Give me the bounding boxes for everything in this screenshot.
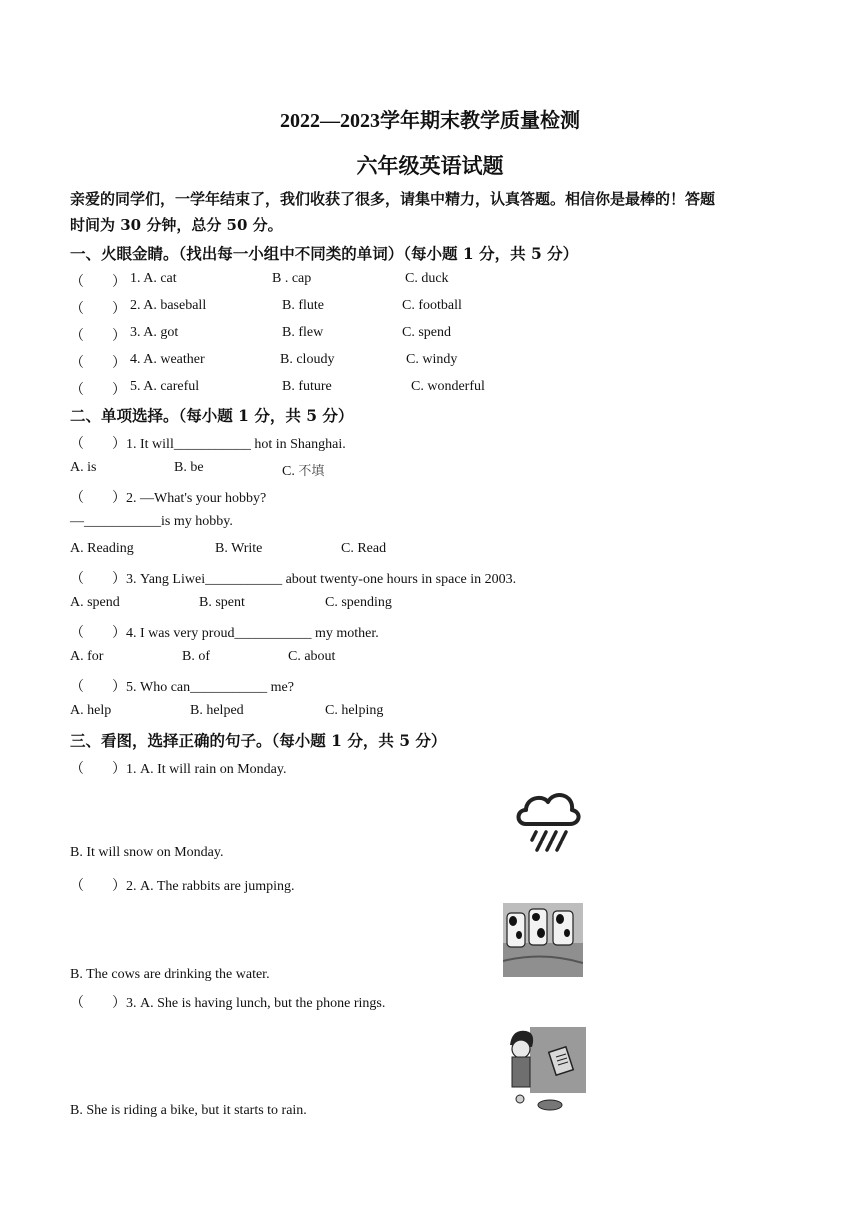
s2-q4-option-c: C. about: [288, 649, 336, 664]
s1-q3-bracket: （ ）: [70, 329, 126, 344]
s1-q4-option-a: 4. A. weather: [130, 352, 205, 367]
s2-q2-option-b: B. Write: [215, 541, 263, 556]
s3-q3-option-a: （ ）3. A. She is having lunch, but the phone rings.: [70, 996, 386, 1011]
s2-q3-stem: （ ）3. Yang Liwei___________ about twenty-one hours in space in 2003.: [70, 572, 517, 587]
s2-q3-option-a: A. spend: [70, 595, 120, 610]
intro-line-1: 亲爱的同学们，一学年结束了，我们收获了很多，请集中精力，认真答题。相信你是最棒的！答题: [70, 190, 716, 208]
s3-q3-option-b: B. She is riding a bike, but it starts to rain.: [70, 1103, 307, 1118]
cows-drinking-picture: [503, 903, 583, 977]
s1-q2-bracket: （ ）: [70, 302, 126, 317]
s1-q5-bracket: （ ）: [70, 383, 126, 398]
s1-q1-bracket: （ ）: [70, 275, 126, 290]
s1-q4-option-b: B. cloudy: [280, 352, 335, 367]
s2-q2-stem: （ ）2. —What's your hobby?: [70, 491, 267, 506]
s1-q4-bracket: （ ）: [70, 356, 126, 371]
s2-q2-option-c: C. Read: [341, 541, 387, 556]
s2-q1-option-c: [282, 460, 324, 480]
s3-q1-option-b: B. It will snow on Monday.: [70, 845, 224, 860]
s1-q1-option-c: C. duck: [405, 271, 449, 286]
s2-q2-answer-line: —___________is my hobby.: [70, 514, 233, 529]
s2-q1-option-c-text: 不填: [298, 464, 325, 479]
s2-q5-option-a: A. help: [70, 703, 112, 718]
s1-q5-option-c: C. wonderful: [411, 379, 485, 394]
s1-q2-option-a: 2. A. baseball: [130, 298, 207, 313]
exam-subtitle: 六年级英语试题: [356, 153, 504, 178]
s1-q3-option-c: C. spend: [402, 325, 451, 340]
s1-q1-option-a: 1. A. cat: [130, 271, 177, 286]
section-2-heading: 二、单项选择。（每小题 1 分，共 5 分）: [70, 406, 354, 425]
section-3-heading: 三、看图，选择正确的句子。（每小题 1 分，共 5 分）: [70, 731, 447, 750]
girl-phone-picture: [506, 1025, 588, 1115]
s1-q1-option-b: B . cap: [272, 271, 312, 286]
s1-q2-option-c: C. football: [402, 298, 462, 313]
s1-q5-option-b: B. future: [282, 379, 332, 394]
s3-q2-option-a: （ ）2. A. The rabbits are jumping.: [70, 879, 295, 894]
s2-q3-option-b: B. spent: [199, 595, 245, 610]
s2-q1-option-c-label: C.: [282, 464, 295, 479]
s2-q5-stem: （ ）5. Who can___________ me?: [70, 680, 294, 695]
s2-q1-option-b: B. be: [174, 460, 204, 475]
intro-line-2: 时间为 30 分钟，总分 50 分。: [70, 216, 283, 234]
s2-q4-option-b: B. of: [182, 649, 210, 664]
s2-q1-option-a: A. is: [70, 460, 97, 475]
s1-q3-option-b: B. flew: [282, 325, 324, 340]
s1-q4-option-c: C. windy: [406, 352, 458, 367]
s2-q4-stem: （ ）4. I was very proud___________ my mother.: [70, 626, 379, 641]
s2-q4-option-a: A. for: [70, 649, 104, 664]
exam-title: 2022—2023学年期末教学质量检测: [280, 110, 580, 132]
s3-q1-option-a: （ ）1. A. It will rain on Monday.: [70, 762, 287, 777]
s2-q3-option-c: C. spending: [325, 595, 392, 610]
s2-q5-option-c: C. helping: [325, 703, 384, 718]
section-1-heading: 一、火眼金睛。（找出每一小组中不同类的单词）（每小题 1 分，共 5 分）: [70, 244, 579, 263]
s1-q2-option-b: B. flute: [282, 298, 324, 313]
s2-q2-option-a: A. Reading: [70, 541, 134, 556]
rain-cloud-icon: [512, 786, 584, 854]
s2-q1-stem: （ ）1. It will___________ hot in Shanghai.: [70, 437, 346, 452]
s3-q2-option-b: B. The cows are drinking the water.: [70, 967, 270, 982]
s1-q3-option-a: 3. A. got: [130, 325, 179, 340]
s2-q5-option-b: B. helped: [190, 703, 244, 718]
s1-q5-option-a: 5. A. careful: [130, 379, 200, 394]
